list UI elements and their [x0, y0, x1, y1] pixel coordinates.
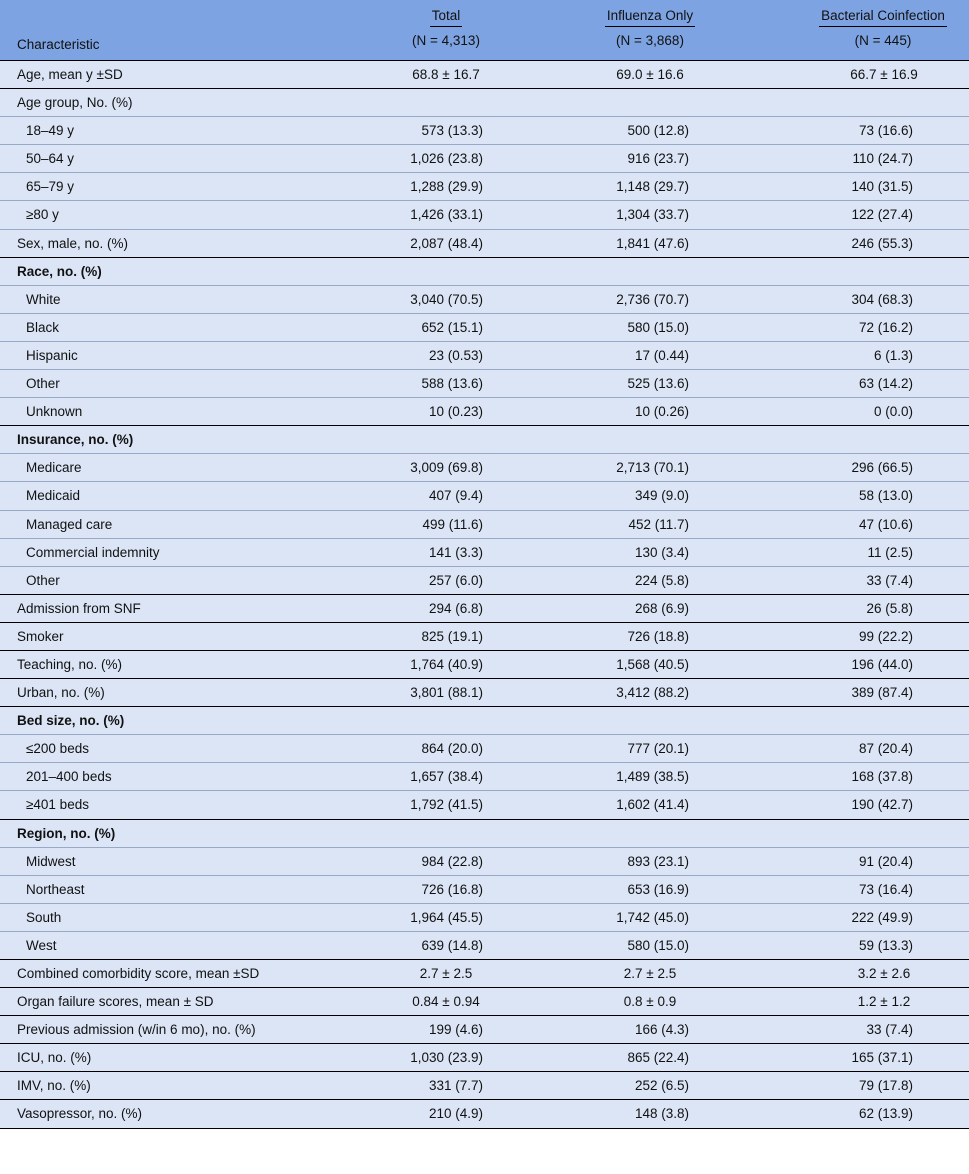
total-cell: 199 (4.6): [428, 1022, 483, 1038]
total-cell: 68.8 ± 16.7: [412, 67, 480, 82]
influenza-only-cell: 452 (11.7): [628, 516, 689, 532]
bacterial-coinfection-cell: 66.7 ± 16.9: [850, 67, 918, 82]
row-label: ICU, no. (%): [17, 1050, 92, 1066]
bacterial-coinfection-cell: 99 (22.2): [858, 628, 913, 644]
table-body: [0, 61, 969, 1129]
total-cell: 1,026 (23.8): [410, 151, 483, 167]
total-cell: 294 (6.8): [428, 600, 483, 616]
bacterial-coinfection-cell: 58 (13.0): [858, 488, 913, 504]
bacterial-coinfection-cell: 33 (7.4): [866, 1022, 913, 1038]
influenza-only-cell: 252 (6.5): [634, 1078, 689, 1094]
table-row: [0, 820, 969, 848]
table-row: [0, 932, 969, 960]
total-cell: 10 (0.23): [428, 404, 483, 420]
table-row: [0, 201, 969, 229]
table-row: [0, 342, 969, 370]
bacterial-coinfection-cell: 87 (20.4): [858, 741, 913, 757]
bacterial-coinfection-cell: 63 (14.2): [858, 376, 913, 392]
bacterial-coinfection-cell: 11 (2.5): [867, 544, 913, 560]
influenza-only-cell: 17 (0.44): [634, 347, 689, 363]
table-row: [0, 791, 969, 819]
column-header-characteristic: Characteristic: [17, 37, 100, 52]
table-row: [0, 230, 969, 258]
row-label: Combined comorbidity score, mean ±SD: [17, 966, 260, 981]
row-label: ≤200 beds: [26, 741, 89, 757]
influenza-only-cell: 865 (22.4): [627, 1050, 689, 1066]
bacterial-coinfection-cell: 33 (7.4): [866, 572, 913, 588]
total-cell: 639 (14.8): [421, 937, 483, 953]
influenza-only-cell: 580 (15.0): [627, 937, 689, 953]
column-header-total: [408, 8, 484, 48]
row-label: ≥401 beds: [26, 797, 89, 813]
row-label: West: [26, 937, 57, 953]
row-label: 50–64 y: [26, 151, 75, 167]
row-label: Organ failure scores, mean ± SD: [17, 994, 214, 1010]
table-row: [0, 904, 969, 932]
total-cell: 2.7 ± 2.5: [419, 966, 473, 981]
table-row: [0, 258, 969, 286]
total-cell: 1,964 (45.5): [410, 909, 483, 925]
bacterial-coinfection-cell: 304 (68.3): [851, 291, 913, 307]
bacterial-coinfection-cell: 79 (17.8): [858, 1078, 913, 1094]
bacterial-coinfection-cell: 190 (42.7): [851, 797, 913, 813]
table-row: [0, 848, 969, 876]
bacterial-coinfection-cell: 389 (87.4): [851, 685, 913, 701]
row-label: Other: [26, 376, 60, 392]
influenza-only-cell: 777 (20.1): [627, 741, 689, 757]
row-label: 65–79 y: [26, 179, 75, 195]
bacterial-coinfection-cell: 3.2 ± 2.6: [857, 966, 911, 981]
table-row: [0, 286, 969, 314]
table-row: [0, 117, 969, 145]
row-label: Hispanic: [26, 347, 78, 363]
table-row: [0, 511, 969, 539]
row-label: Managed care: [26, 516, 113, 532]
table-row: [0, 454, 969, 482]
total-cell: 864 (20.0): [421, 741, 483, 757]
total-cell: 726 (16.8): [421, 881, 483, 897]
row-label: Age group, No. (%): [17, 95, 133, 111]
table-row: [0, 398, 969, 426]
table-row: [0, 1072, 969, 1100]
influenza-only-cell: 224 (5.8): [634, 572, 689, 588]
influenza-only-cell: 2,736 (70.7): [616, 291, 689, 307]
total-cell: 1,426 (33.1): [410, 207, 483, 223]
influenza-only-cell: 500 (12.8): [627, 123, 689, 139]
total-cell: 499 (11.6): [422, 516, 483, 532]
influenza-only-cell: 349 (9.0): [634, 488, 689, 504]
column-title: Bacterial Coinfection: [819, 8, 947, 27]
table-row: [0, 763, 969, 791]
bacterial-coinfection-cell: 73 (16.4): [858, 881, 913, 897]
row-label: Previous admission (w/in 6 mo), no. (%): [17, 1022, 256, 1038]
bacterial-coinfection-cell: 0 (0.0): [873, 404, 913, 420]
row-label: White: [26, 291, 61, 307]
bacterial-coinfection-cell: 296 (66.5): [851, 460, 913, 476]
row-label: Unknown: [26, 404, 83, 420]
table-row: [0, 595, 969, 623]
total-cell: 1,792 (41.5): [410, 797, 483, 813]
influenza-only-cell: 1,602 (41.4): [616, 797, 689, 813]
row-label: Vasopressor, no. (%): [17, 1106, 143, 1122]
table-row: [0, 61, 969, 89]
bacterial-coinfection-cell: 1.2 ± 1.2: [857, 994, 911, 1010]
row-label: Urban, no. (%): [17, 685, 105, 701]
influenza-only-cell: 2.7 ± 2.5: [623, 966, 677, 981]
total-cell: 3,040 (70.5): [410, 291, 483, 307]
bacterial-coinfection-cell: 168 (37.8): [851, 769, 913, 785]
influenza-only-cell: 525 (13.6): [627, 376, 689, 392]
table-row: [0, 567, 969, 595]
total-cell: 825 (19.1): [421, 628, 483, 644]
influenza-only-cell: 893 (23.1): [627, 853, 689, 869]
bacterial-coinfection-cell: 6 (1.3): [873, 347, 913, 363]
bacterial-coinfection-cell: 196 (44.0): [851, 656, 913, 672]
row-label: South: [26, 909, 62, 925]
bacterial-coinfection-cell: 246 (55.3): [851, 235, 913, 251]
total-cell: 588 (13.6): [421, 376, 483, 392]
table-row: [0, 426, 969, 454]
table-row: [0, 988, 969, 1016]
total-cell: 1,030 (23.9): [410, 1050, 483, 1066]
row-label: Medicare: [26, 460, 82, 476]
table-row: [0, 145, 969, 173]
row-label: Smoker: [17, 628, 64, 644]
row-label: Midwest: [26, 853, 76, 869]
row-label: IMV, no. (%): [17, 1078, 91, 1094]
table-row: [0, 735, 969, 763]
table-row: [0, 539, 969, 567]
total-cell: 1,288 (29.9): [410, 179, 483, 195]
table-row: [0, 1016, 969, 1044]
bacterial-coinfection-cell: 59 (13.3): [858, 937, 913, 953]
bacterial-coinfection-cell: 72 (16.2): [858, 319, 913, 335]
column-n: (N = 445): [854, 33, 912, 48]
influenza-only-cell: 726 (18.8): [627, 628, 689, 644]
table-row: [0, 89, 969, 117]
bacterial-coinfection-cell: 73 (16.6): [858, 123, 913, 139]
total-cell: 331 (7.7): [428, 1078, 483, 1094]
row-label: 201–400 beds: [26, 769, 112, 785]
influenza-only-cell: 130 (3.4): [634, 544, 689, 560]
influenza-only-cell: 1,489 (38.5): [616, 769, 689, 785]
total-cell: 2,087 (48.4): [410, 235, 483, 251]
influenza-only-cell: 1,304 (33.7): [616, 207, 689, 223]
influenza-only-cell: 0.8 ± 0.9: [623, 994, 677, 1010]
column-header-bacterial-coinfection: [812, 8, 954, 48]
influenza-only-cell: 69.0 ± 16.6: [616, 67, 684, 82]
table-header: [0, 0, 969, 61]
table-row: [0, 1044, 969, 1072]
table-row: [0, 960, 969, 988]
influenza-only-cell: 166 (4.3): [634, 1022, 689, 1038]
row-label: Northeast: [26, 881, 85, 897]
total-cell: 257 (6.0): [428, 572, 483, 588]
bacterial-coinfection-cell: 47 (10.6): [858, 516, 913, 532]
table-row: [0, 651, 969, 679]
bacterial-coinfection-cell: 140 (31.5): [851, 179, 913, 195]
bacterial-coinfection-cell: 165 (37.1): [851, 1050, 913, 1066]
column-header-influenza-only: [601, 8, 699, 48]
column-n: (N = 3,868): [616, 33, 684, 48]
influenza-only-cell: 10 (0.26): [634, 404, 689, 420]
row-label: Region, no. (%): [17, 825, 116, 841]
row-label: Medicaid: [26, 488, 81, 504]
table-row: [0, 482, 969, 510]
row-label: Race, no. (%): [17, 263, 102, 279]
influenza-only-cell: 580 (15.0): [627, 319, 689, 335]
total-cell: 3,801 (88.1): [410, 685, 483, 701]
row-label: 18–49 y: [26, 123, 75, 139]
column-title: Influenza Only: [605, 8, 695, 27]
total-cell: 984 (22.8): [421, 853, 483, 869]
column-title: Total: [430, 8, 463, 27]
influenza-only-cell: 1,568 (40.5): [616, 656, 689, 672]
bacterial-coinfection-cell: 110 (24.7): [852, 151, 913, 167]
column-n: (N = 4,313): [412, 33, 480, 48]
row-label: Bed size, no. (%): [17, 713, 125, 729]
total-cell: 1,657 (38.4): [410, 769, 483, 785]
influenza-only-cell: 2,713 (70.1): [616, 460, 689, 476]
total-cell: 210 (4.9): [428, 1106, 483, 1122]
row-label: ≥80 y: [26, 207, 59, 223]
influenza-only-cell: 916 (23.7): [627, 151, 689, 167]
row-label: Commercial indemnity: [26, 544, 160, 560]
bacterial-coinfection-cell: 222 (49.9): [851, 909, 913, 925]
total-cell: 573 (13.3): [421, 123, 483, 139]
table-row: [0, 173, 969, 201]
row-label: Other: [26, 572, 60, 588]
row-label: Teaching, no. (%): [17, 656, 123, 672]
table-row: [0, 679, 969, 707]
bacterial-coinfection-cell: 122 (27.4): [851, 207, 913, 223]
total-cell: 652 (15.1): [421, 319, 483, 335]
influenza-only-cell: 148 (3.8): [634, 1106, 689, 1122]
influenza-only-cell: 1,742 (45.0): [616, 909, 689, 925]
table-row: [0, 1100, 969, 1128]
total-cell: 407 (9.4): [428, 488, 483, 504]
row-label: Black: [26, 319, 60, 335]
table-row: [0, 314, 969, 342]
influenza-only-cell: 3,412 (88.2): [616, 685, 689, 701]
influenza-only-cell: 268 (6.9): [634, 600, 689, 616]
row-label: Age, mean y ±SD: [17, 67, 123, 82]
table-row: [0, 707, 969, 735]
total-cell: 141 (3.3): [428, 544, 483, 560]
influenza-only-cell: 1,148 (29.7): [616, 179, 689, 195]
influenza-only-cell: 1,841 (47.6): [616, 235, 689, 251]
row-label: Sex, male, no. (%): [17, 235, 129, 251]
total-cell: 3,009 (69.8): [410, 460, 483, 476]
bacterial-coinfection-cell: 26 (5.8): [866, 600, 913, 616]
total-cell: 0.84 ± 0.94: [412, 994, 480, 1010]
influenza-only-cell: 653 (16.9): [627, 881, 689, 897]
row-label: Admission from SNF: [17, 600, 141, 616]
table-row: [0, 876, 969, 904]
total-cell: 1,764 (40.9): [410, 656, 483, 672]
table-row: [0, 623, 969, 651]
bacterial-coinfection-cell: 91 (20.4): [858, 853, 913, 869]
bacterial-coinfection-cell: 62 (13.9): [858, 1106, 913, 1122]
table-row: [0, 370, 969, 398]
row-label: Insurance, no. (%): [17, 432, 134, 448]
total-cell: 23 (0.53): [428, 347, 483, 363]
